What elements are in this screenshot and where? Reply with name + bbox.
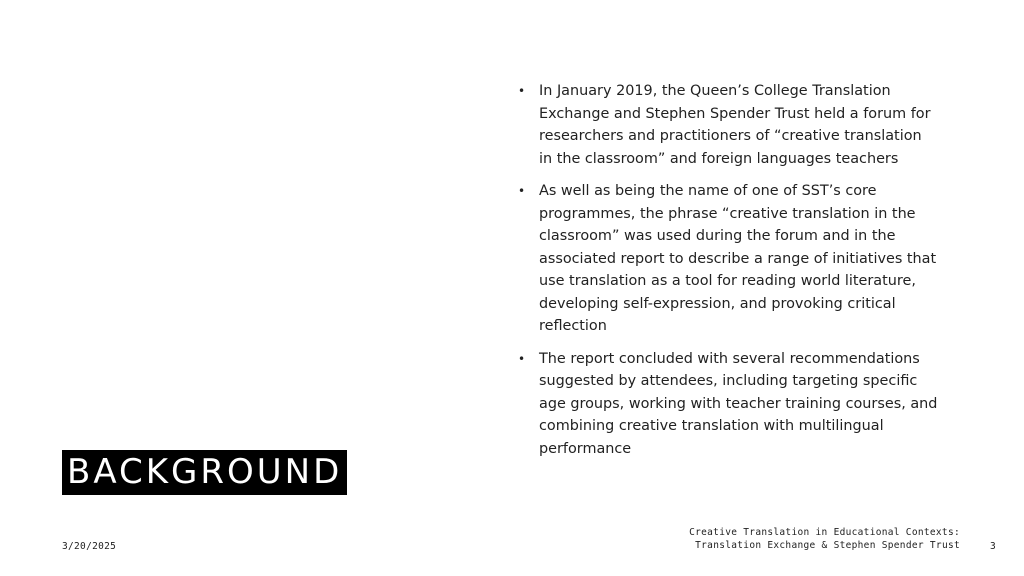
footer-caption-line: Creative Translation in Educational Contexts: [689, 527, 960, 538]
bullet-item [518, 80, 938, 170]
bullet-marker: • [518, 184, 526, 198]
page-number: 3 [990, 541, 996, 552]
slide-title: BACKGROUND [67, 452, 343, 492]
bullet-text: In January 2019, the Queen’s College Translation Exchange and Stephen Spender Trust held a forum for researchers and practitioners of “creative translation in the classroom” and foreign languages teachers [539, 83, 931, 167]
bullet-list [518, 80, 938, 470]
footer-caption-line: Translation Exchange & Stephen Spender Trust [695, 539, 960, 551]
bullet-marker: • [518, 84, 526, 98]
title-box [62, 450, 347, 495]
footer-caption [689, 527, 960, 552]
bullet-item [518, 180, 938, 338]
bullet-text: As well as being the name of one of SST’s core programmes, the phrase “creative translation in the classroom” was used during the forum and in the associated report to describe a range of initiatives that use translation as a tool for reading world literature, developing self-expression, and provoking critical reflection [539, 183, 937, 334]
bullet-marker: • [518, 351, 526, 366]
bullet-item [518, 348, 938, 461]
bullet-text: The report concluded with several recommendations suggested by attendees, including targeting specific age groups, working with teacher training courses, and combining creative translation with multilingual performance [539, 350, 938, 457]
footer-date: 3/20/2025 [62, 541, 117, 552]
